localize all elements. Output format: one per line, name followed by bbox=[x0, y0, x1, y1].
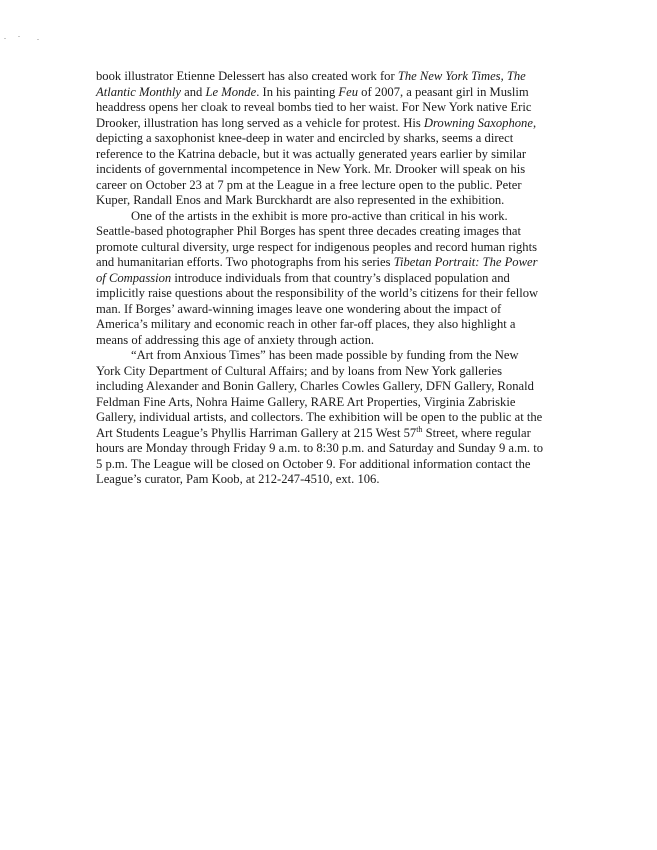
text-line bbox=[96, 379, 562, 395]
text-run: book illustrator Etienne Delessert has also created work for bbox=[96, 69, 398, 83]
text-line bbox=[96, 426, 562, 442]
text-line bbox=[96, 100, 562, 116]
text-run: Street, where regular bbox=[422, 425, 531, 440]
text-line bbox=[96, 271, 562, 287]
text-run: Gallery, individual artists, and collectors. The exhibition will be open to the public at the bbox=[96, 410, 543, 424]
paragraph-artists-illustrators bbox=[96, 69, 562, 209]
italic-title: Tibetan Portrait: The Power bbox=[393, 255, 538, 269]
text-line bbox=[96, 395, 562, 411]
text-run: depicting a saxophonist knee-deep in water and encircled by sharks, seems a direct bbox=[96, 131, 514, 145]
text-line bbox=[96, 193, 562, 209]
text-line bbox=[96, 317, 562, 333]
text-line bbox=[96, 457, 562, 473]
text-run: and humanitarian efforts. Two photographs from his series bbox=[96, 255, 394, 269]
italic-title: Feu bbox=[338, 84, 359, 99]
italic-title: The New York Times, The bbox=[397, 69, 526, 83]
text-run: 5 p.m. The League will be closed on October 9. For additional information contact the bbox=[96, 456, 531, 471]
text-run: man. If Borges’ award-winning images leave one wondering about the impact of bbox=[96, 301, 502, 316]
text-line bbox=[96, 209, 562, 225]
text-line bbox=[96, 364, 562, 380]
text-run: including Alexander and Bonin Gallery, Charles Cowles Gallery, DFN Gallery, Ronald bbox=[96, 379, 534, 393]
text-line bbox=[96, 147, 562, 163]
text-line bbox=[96, 69, 562, 85]
body-text bbox=[96, 69, 562, 488]
text-line bbox=[96, 85, 562, 101]
text-run: of 2007, a peasant girl in Muslim bbox=[358, 84, 529, 99]
text-run: means of addressing this age of anxiety through action. bbox=[96, 332, 375, 347]
text-line bbox=[96, 255, 562, 271]
paragraph-exhibition-info bbox=[96, 348, 562, 488]
text-line bbox=[96, 131, 562, 147]
text-line bbox=[96, 116, 562, 132]
text-run: “Art from Anxious Times” has been made possible by funding from the New bbox=[131, 348, 519, 362]
paragraph-phil-borges bbox=[96, 209, 562, 349]
text-line bbox=[96, 441, 562, 457]
text-run: Art Students League’s Phyllis Harriman Gallery at 215 West 57 bbox=[96, 425, 417, 440]
text-run: Feldman Fine Arts, Nohra Haime Gallery, RARE Art Properties, Virginia Zabriskie bbox=[96, 394, 516, 409]
text-run: Kuper, Randall Enos and Mark Burckhardt are also represented in the exhibition. bbox=[96, 193, 505, 207]
text-run: reference to the Katrina debacle, but it was actually generated years earlier by similar bbox=[96, 146, 527, 161]
text-run: headdress opens her cloak to reveal bombs tied to her waist. For New York native Eric bbox=[96, 100, 532, 114]
text-run: introduce individuals from that country’s displaced population and bbox=[171, 270, 510, 285]
text-run: and bbox=[181, 84, 206, 99]
text-run: Seattle-based photographer Phil Borges has spent three decades creating images that bbox=[96, 224, 522, 238]
text-run: career on October 23 at 7 pm at the League in a free lecture open to the public. Peter bbox=[96, 177, 522, 192]
text-line bbox=[96, 333, 562, 349]
text-line bbox=[96, 410, 562, 426]
text-line bbox=[96, 240, 562, 256]
italic-title: Le Monde bbox=[205, 84, 257, 99]
scan-marks bbox=[4, 36, 44, 42]
text-line bbox=[96, 162, 562, 178]
text-run: promote cultural diversity, urge respect for indigenous peoples and record human rights bbox=[96, 239, 538, 254]
text-line bbox=[96, 348, 562, 364]
text-run: League’s curator, Pam Koob, at 212-247-4510, ext. 106. bbox=[96, 472, 380, 486]
text-run: incidents of governmental incompetence in New York. Mr. Drooker will speak on his bbox=[96, 162, 526, 176]
text-run: , bbox=[532, 115, 537, 130]
text-run: York City Department of Cultural Affairs; and by loans from New York galleries bbox=[96, 363, 502, 378]
text-run: . In his painting bbox=[256, 84, 339, 99]
text-line bbox=[96, 472, 562, 488]
italic-title: Drowning Saxophone bbox=[423, 115, 533, 130]
text-run: hours are Monday through Friday 9 a.m. to 8:30 p.m. and Saturday and Sunday 9 a.m. to bbox=[96, 441, 544, 455]
text-line bbox=[96, 224, 562, 240]
text-run: implicitly raise questions about the responsibility of the world’s citizens for their fellow bbox=[96, 286, 539, 300]
text-line bbox=[96, 178, 562, 194]
text-line bbox=[96, 302, 562, 318]
italic-title: Atlantic Monthly bbox=[96, 84, 181, 99]
superscript: th bbox=[416, 424, 423, 434]
text-run: America’s military and economic reach in other far-off places, they also highlight a bbox=[96, 317, 516, 331]
text-run: One of the artists in the exhibit is more pro-active than critical in his work. bbox=[131, 208, 508, 223]
text-line bbox=[96, 286, 562, 302]
italic-title: of Compassion bbox=[96, 270, 172, 285]
text-run: Drooker, illustration has long served as a vehicle for protest. His bbox=[96, 115, 424, 130]
